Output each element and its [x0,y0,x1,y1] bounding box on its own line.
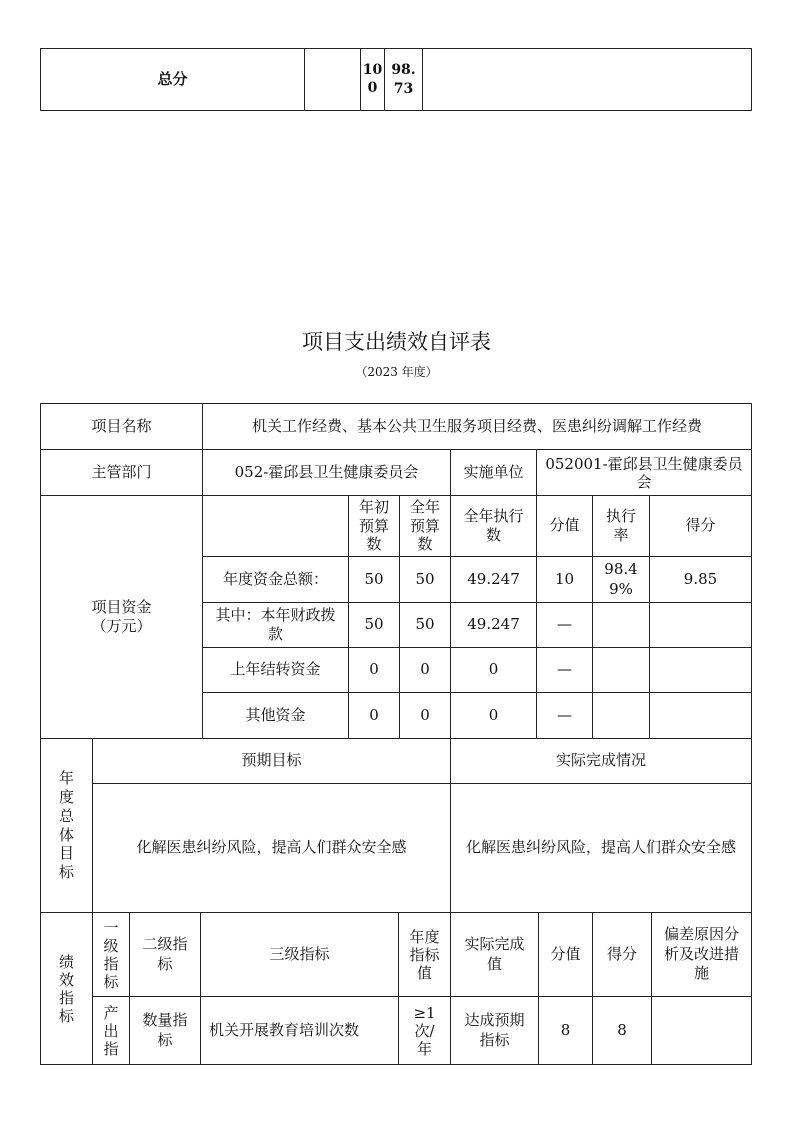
ind-actual: 达成预期指标 [450,996,539,1065]
project-name: 机关工作经费、基本公共卫生服务项目经费、医患纠纷调解工作经费 [202,403,752,450]
unit-value: 052001-霍邱县卫生健康委员会 [536,449,752,496]
ind-header-level3: 三级指标 [200,912,399,997]
ind-weight: 8 [538,996,593,1065]
total-score: 98.73 [384,48,423,111]
fund-annual-cell: 50 [399,602,451,648]
fund-initial-cell: 50 [348,602,400,648]
page-title: 项目支出绩效自评表 [302,330,491,354]
fund-rate-cell [592,647,650,693]
fund-rate-cell [592,692,650,739]
funds-header-annual: 全年预算数 [399,495,451,557]
fund-rate-cell: 98.49% [592,556,650,603]
funds-header-initial: 年初预算数 [348,495,400,557]
page-subtitle: （2023 年度） [355,365,438,379]
funds-header-score: 得分 [649,495,752,557]
fund-name-cell: 上年结转资金 [202,647,349,693]
indicators-label: 绩效指标 [40,912,93,1065]
fund-score-cell: 9.85 [649,556,752,603]
ind-header-actual: 实际完成值 [450,912,539,997]
fund-initial-cell: 50 [348,556,400,603]
total-score-label: 总分 [40,48,305,111]
fund-annual-cell: 0 [399,647,451,693]
ind-remark [651,996,752,1065]
ind-level1: 产出指 [92,996,130,1065]
fund-name-cell: 其中：本年财政拨款 [202,602,349,648]
actual-goal: 化解医患纠纷风险，提高人们群众安全感 [450,783,752,913]
fund-score-cell [649,602,752,648]
actual-goal-label: 实际完成情况 [450,738,752,784]
fund-name-cell: 其他资金 [202,692,349,739]
unit-label: 实施单位 [450,449,537,496]
ind-header-target: 年度指标值 [398,912,451,997]
fund-weight-cell: — [536,692,593,739]
ind-level3: 机关开展教育培训次数 [200,996,399,1065]
fund-weight-cell: — [536,602,593,648]
fund-annual-cell: 50 [399,556,451,603]
dept-label: 主管部门 [40,449,203,496]
fund-score-cell [649,692,752,739]
funds-header-rate: 执行率 [592,495,650,557]
ind-target: ≥1次/年 [398,996,451,1065]
ind-level2: 数量指标 [129,996,201,1065]
project-name-label: 项目名称 [40,403,203,450]
ind-header-weight: 分值 [538,912,593,997]
goals-label: 年度总体目标 [40,738,93,913]
total-weight: 100 [360,48,385,111]
fund-weight-cell: 10 [536,556,593,603]
ind-header-level2: 二级指标 [129,912,201,997]
fund-initial-cell: 0 [348,647,400,693]
ind-score: 8 [592,996,652,1065]
expected-goal-label: 预期目标 [92,738,451,784]
empty-cell [202,495,349,557]
fund-score-cell [649,647,752,693]
fund-executed-cell: 49.247 [450,556,537,603]
ind-header-remark: 偏差原因分析及改进措施 [651,912,752,997]
fund-executed-cell: 0 [450,647,537,693]
fund-weight-cell: — [536,647,593,693]
empty-cell [422,48,752,111]
fund-executed-cell: 49.247 [450,602,537,648]
empty-cell [304,48,361,111]
funds-header-executed: 全年执行数 [450,495,537,557]
fund-annual-cell: 0 [399,692,451,739]
funds-label: 项目资金（万元） [40,495,203,739]
fund-initial-cell: 0 [348,692,400,739]
fund-rate-cell [592,602,650,648]
fund-executed-cell: 0 [450,692,537,739]
ind-header-level1: 一级指标 [92,912,130,997]
expected-goal: 化解医患纠纷风险，提高人们群众安全感 [92,783,451,913]
fund-name-cell: 年度资金总额： [202,556,349,603]
dept-value: 052-霍邱县卫生健康委员会 [202,449,451,496]
funds-header-weight: 分值 [536,495,593,557]
ind-header-score: 得分 [592,912,652,997]
